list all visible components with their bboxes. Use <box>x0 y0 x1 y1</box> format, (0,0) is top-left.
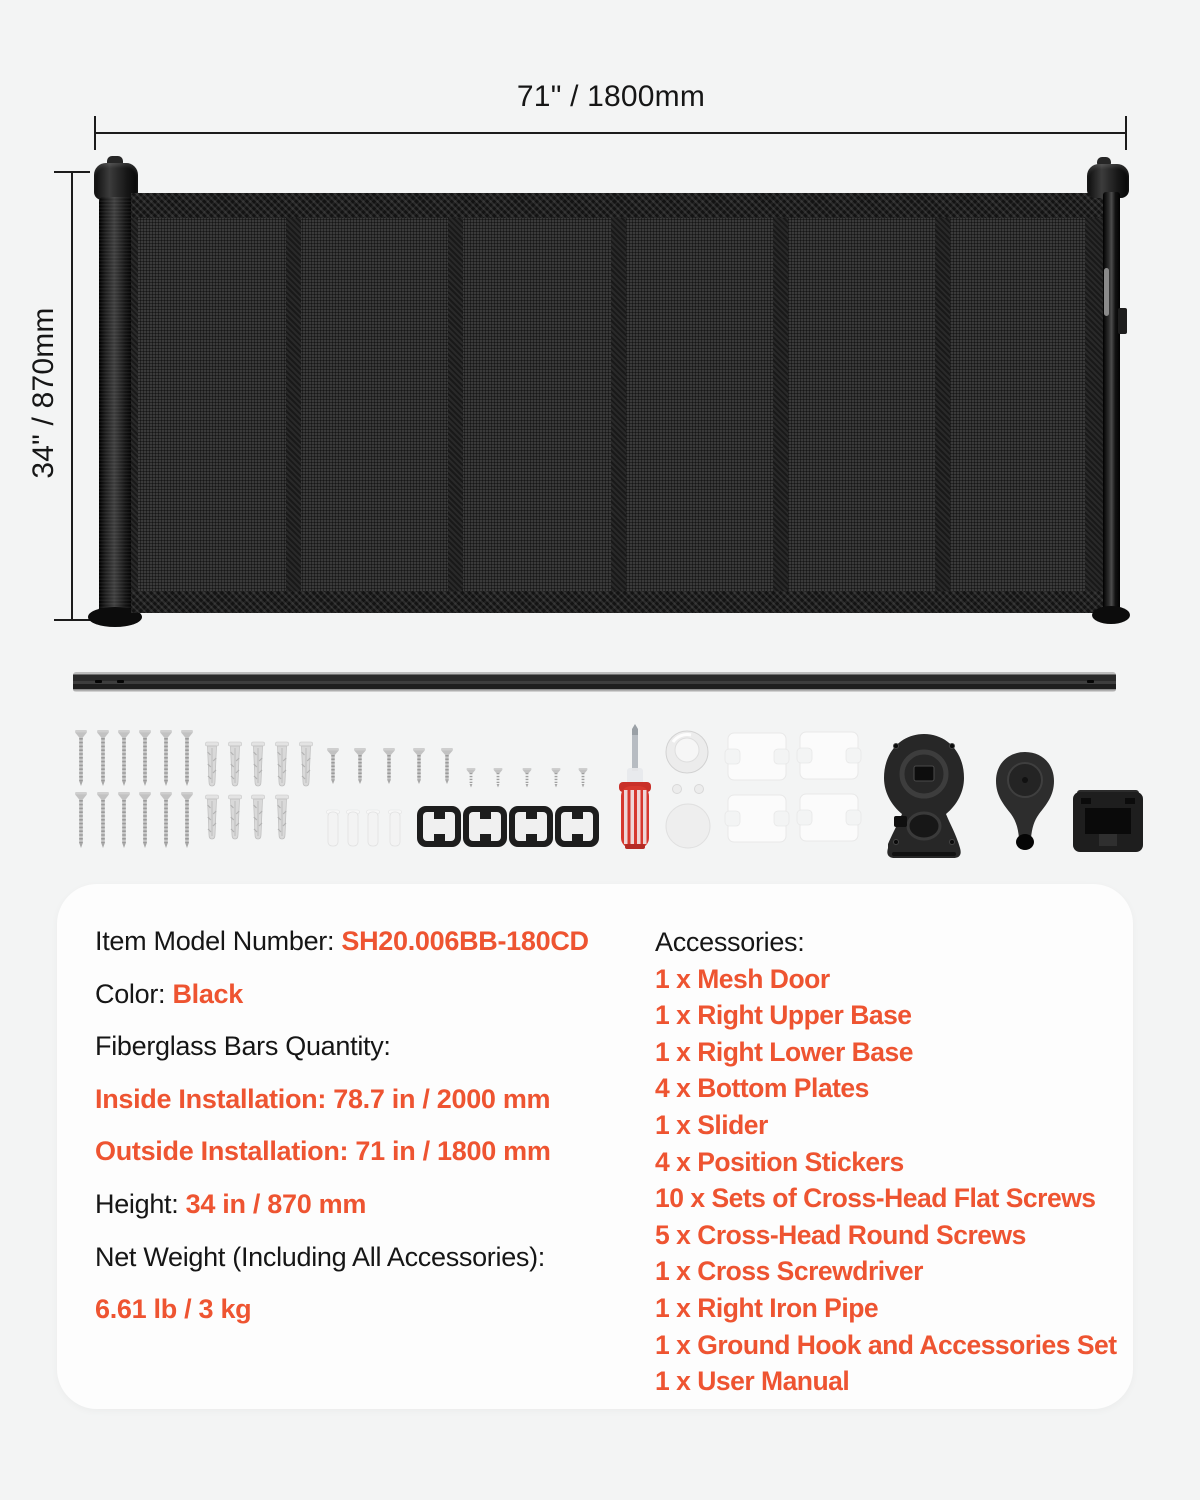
spec-row-color: Color: Black <box>95 978 243 1009</box>
mesh-seam <box>131 193 138 613</box>
width-dimension-line <box>95 132 1127 134</box>
accessory-list-item: 10 x Sets of Cross-Head Flat Screws <box>655 1183 1096 1214</box>
spec-row-height: Height: 34 in / 870 mm <box>95 1188 367 1219</box>
spec-row-bars-quantity: Fiberglass Bars Quantity: <box>95 1031 391 1062</box>
accessory-list-item: 1 x Right Upper Base <box>655 1000 912 1031</box>
mesh-seam <box>286 193 301 613</box>
accessory-list-item: 5 x Cross-Head Round Screws <box>655 1219 1026 1250</box>
latch-tab <box>1118 308 1127 334</box>
bottom-plates <box>417 806 599 847</box>
mesh-seam <box>935 193 950 613</box>
right-lower-base <box>996 752 1054 850</box>
accessory-list-item: 4 x Position Stickers <box>655 1146 904 1177</box>
mesh-seam <box>1085 193 1105 613</box>
screwdriver <box>619 724 651 849</box>
accessories-title: Accessories: <box>655 927 805 957</box>
accessory-list-item: 1 x Right Iron Pipe <box>655 1292 879 1323</box>
spec-row-weight-value: 6.61 lb / 3 kg <box>95 1294 252 1325</box>
mesh-seam <box>611 193 626 613</box>
accessory-list-item: 1 x Right Lower Base <box>655 1036 914 1067</box>
accessory-list-item: 1 x User Manual <box>655 1366 850 1397</box>
right-latch-pole <box>1103 192 1120 612</box>
height-dimension-label: 34" / 870mm <box>27 307 60 479</box>
round-head-screws <box>327 748 588 788</box>
wall-anchors <box>206 742 313 839</box>
rail-slot <box>95 680 102 683</box>
accessory-list-item: 1 x Ground Hook and Accessories Set <box>655 1329 1117 1360</box>
position-stickers <box>725 732 861 842</box>
long-screws <box>75 730 193 848</box>
accessory-list-item: 1 x Slider <box>655 1109 768 1140</box>
mesh-panel <box>131 193 1105 613</box>
suction-cup <box>666 731 710 848</box>
spec-panel <box>57 884 1133 1409</box>
right-upper-base <box>884 734 964 858</box>
width-dimension-tick-left <box>94 116 96 150</box>
spec-row-net-weight: Net Weight (Including All Accessories): <box>95 1241 546 1272</box>
width-dimension-label: 71" / 1800mm <box>516 80 706 113</box>
left-roller-post <box>99 197 133 614</box>
hardware-kit-image <box>60 720 1150 870</box>
height-dimension-tick-bottom <box>54 619 90 621</box>
width-dimension-tick-right <box>1125 116 1127 150</box>
rail-slot <box>1087 680 1094 683</box>
iron-pipe-rail-image <box>73 672 1116 692</box>
height-dimension-line <box>71 172 73 620</box>
mesh-seam <box>773 193 788 613</box>
mesh-seam <box>448 193 463 613</box>
accessory-list-item: 1 x Mesh Door <box>655 963 830 994</box>
mesh-bottom-band <box>131 591 1105 613</box>
accessories-column <box>655 924 1117 1400</box>
rail-slot <box>117 680 124 683</box>
right-pole-foot <box>1092 606 1130 624</box>
spec-row-outside-installation: Outside Installation: 71 in / 1800 mm <box>95 1136 551 1167</box>
accessory-list-item: 1 x Cross Screwdriver <box>655 1256 923 1287</box>
spec-row-inside-installation: Inside Installation: 78.7 in / 2000 mm <box>95 1083 551 1114</box>
height-dimension-tick-top <box>54 171 90 173</box>
accessory-list-item: 4 x Bottom Plates <box>655 1073 869 1104</box>
mesh-top-band <box>131 193 1105 218</box>
ground-hook-clip <box>1073 790 1143 852</box>
spec-column <box>95 928 589 1349</box>
latch-slot <box>1104 268 1109 316</box>
small-plastic-plugs <box>327 810 402 846</box>
spec-row-model: Item Model Number: SH20.006BB-180CD <box>95 926 589 956</box>
